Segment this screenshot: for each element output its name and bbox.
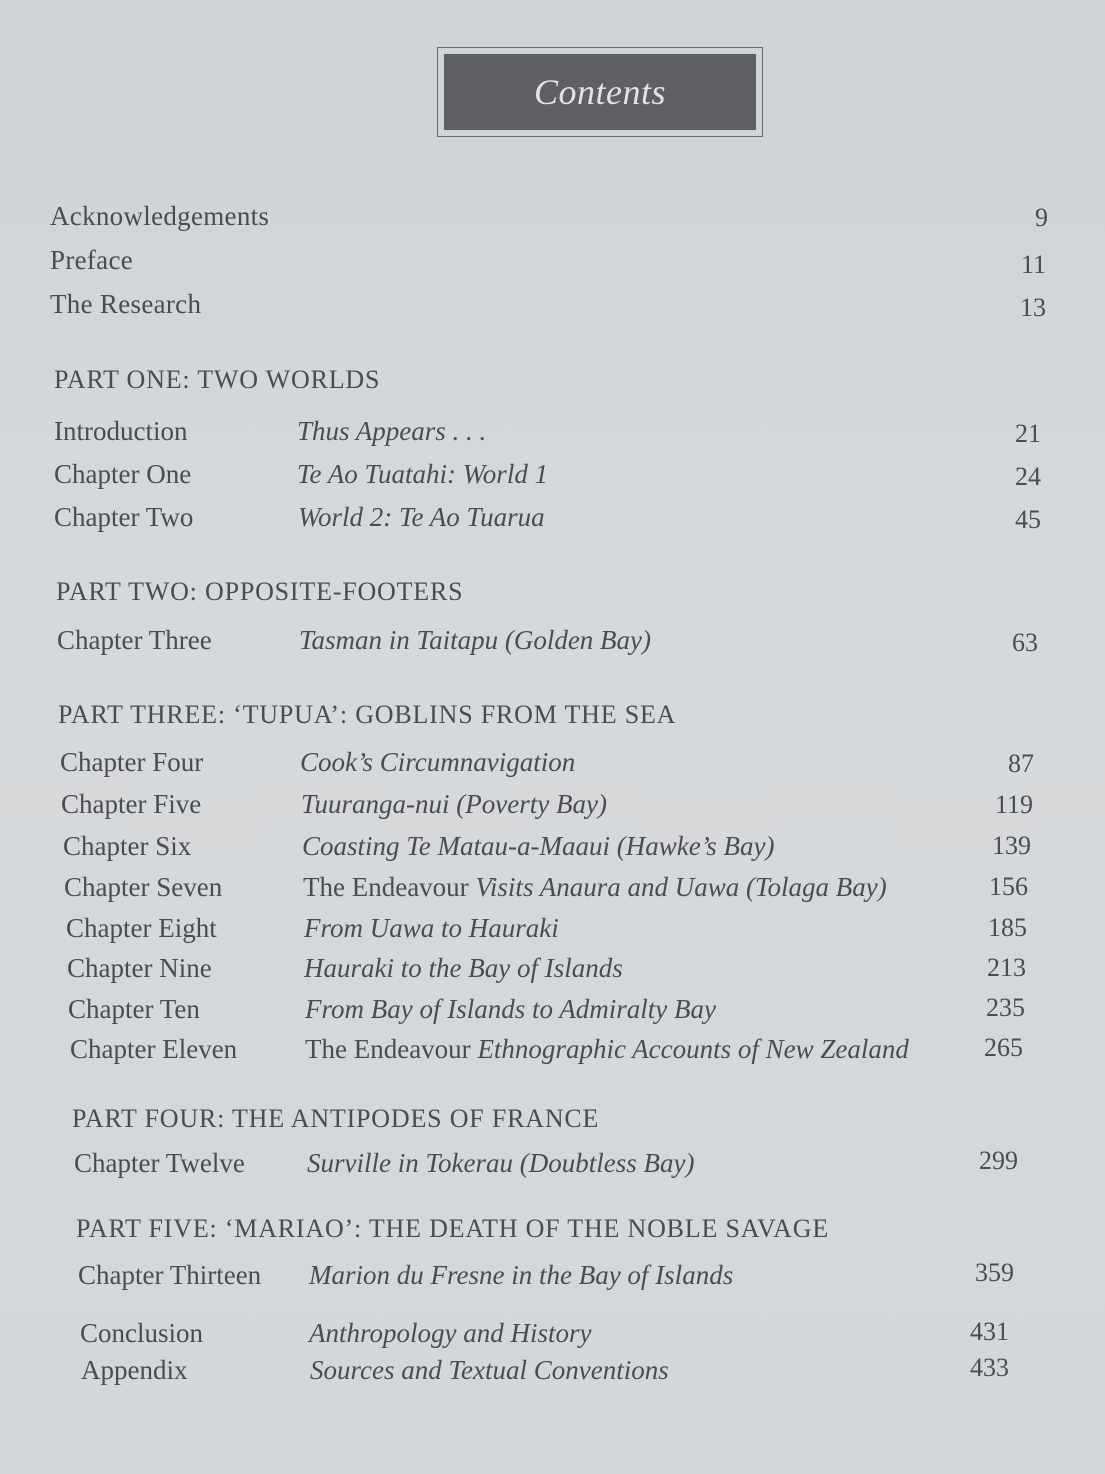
chapter-title bbox=[303, 874, 887, 901]
chapter-page: 63 bbox=[1012, 628, 1038, 657]
chapter-label: Introduction bbox=[54, 416, 188, 446]
front-matter-label: Acknowledgements bbox=[50, 201, 270, 231]
chapter-page: 21 bbox=[1015, 419, 1041, 448]
front-matter-page: 11 bbox=[1020, 250, 1046, 279]
back-matter-title: Sources and Textual Conventions bbox=[310, 1355, 669, 1385]
chapter-label: Chapter Ten bbox=[68, 994, 200, 1024]
chapter-label: Chapter Five bbox=[61, 789, 202, 819]
chapter-label: Chapter Eight bbox=[66, 913, 217, 943]
chapter-title: From Bay of Islands to Admiralty Bay bbox=[305, 994, 716, 1024]
title-frame bbox=[437, 47, 763, 137]
chapter-page: 87 bbox=[1008, 749, 1034, 778]
chapter-label: Chapter Seven bbox=[64, 872, 223, 902]
chapter-title: Thus Appears . . . bbox=[297, 416, 487, 446]
title-box bbox=[444, 54, 756, 130]
part-heading: PART FOUR: THE ANTIPODES OF FRANCE bbox=[72, 1104, 600, 1133]
chapter-page: 119 bbox=[994, 790, 1033, 819]
front-matter-label: The Research bbox=[50, 289, 202, 319]
chapter-label: Chapter Nine bbox=[67, 953, 212, 983]
part-heading: PART FIVE: ‘MARIAO’: THE DEATH OF THE NOBLE SAVAGE bbox=[76, 1214, 830, 1243]
chapter-title-roman: The Endeavour bbox=[303, 872, 469, 902]
front-matter-page: 13 bbox=[1020, 293, 1046, 322]
chapter-title-roman: The Endeavour bbox=[305, 1034, 471, 1064]
chapter-label: Chapter Three bbox=[57, 625, 212, 655]
chapter-label: Chapter One bbox=[54, 459, 192, 489]
part-heading: PART THREE: ‘TUPUA’: GOBLINS FROM THE SEA bbox=[58, 700, 677, 729]
chapter-page: 139 bbox=[992, 831, 1031, 860]
chapter-title: World 2: Te Ao Tuarua bbox=[298, 502, 545, 532]
chapter-title: Surville in Tokerau (Doubtless Bay) bbox=[307, 1148, 695, 1178]
front-matter-label: Preface bbox=[50, 245, 134, 275]
chapter-title: Tuuranga-nui (Poverty Bay) bbox=[301, 789, 607, 819]
chapter-page: 359 bbox=[975, 1258, 1014, 1287]
chapter-page: 156 bbox=[989, 872, 1028, 901]
chapter-label: Chapter Two bbox=[54, 502, 194, 532]
page-title: Contents bbox=[533, 72, 666, 112]
chapter-title-italic: Visits Anaura and Uawa (Tolaga Bay) bbox=[475, 872, 887, 902]
back-matter-label: Appendix bbox=[81, 1355, 188, 1385]
back-matter-page: 431 bbox=[970, 1317, 1009, 1346]
chapter-title: Coasting Te Matau-a-Maaui (Hawke’s Bay) bbox=[302, 831, 775, 861]
chapter-label: Chapter Four bbox=[60, 747, 204, 777]
chapter-title: Cook’s Circumnavigation bbox=[300, 747, 576, 777]
chapter-page: 45 bbox=[1015, 505, 1041, 534]
chapter-label: Chapter Eleven bbox=[70, 1034, 238, 1064]
part-heading: PART TWO: OPPOSITE-FOOTERS bbox=[56, 577, 464, 606]
chapter-title-italic: Ethnographic Accounts of New Zealand bbox=[477, 1034, 909, 1064]
back-matter-page: 433 bbox=[970, 1353, 1009, 1382]
chapter-title: Tasman in Taitapu (Golden Bay) bbox=[299, 625, 652, 655]
part-heading: PART ONE: TWO WORLDS bbox=[54, 365, 381, 394]
chapter-page: 299 bbox=[979, 1146, 1018, 1175]
chapter-label: Chapter Twelve bbox=[74, 1148, 245, 1178]
front-matter-page: 9 bbox=[1035, 203, 1048, 232]
chapter-label: Chapter Six bbox=[63, 831, 192, 861]
chapter-page: 213 bbox=[987, 953, 1026, 982]
chapter-title: Hauraki to the Bay of Islands bbox=[304, 953, 623, 983]
chapter-title: Te Ao Tuatahi: World 1 bbox=[297, 459, 549, 489]
back-matter-title: Anthropology and History bbox=[309, 1318, 592, 1348]
chapter-title: From Uawa to Hauraki bbox=[304, 913, 559, 943]
chapter-label: Chapter Thirteen bbox=[78, 1260, 262, 1290]
chapter-title bbox=[305, 1036, 909, 1063]
chapter-page: 235 bbox=[986, 993, 1025, 1022]
chapter-page: 265 bbox=[984, 1033, 1023, 1062]
chapter-title: Marion du Fresne in the Bay of Islands bbox=[309, 1260, 734, 1290]
chapter-page: 185 bbox=[988, 913, 1027, 942]
chapter-page: 24 bbox=[1015, 462, 1041, 491]
back-matter-label: Conclusion bbox=[80, 1318, 204, 1348]
